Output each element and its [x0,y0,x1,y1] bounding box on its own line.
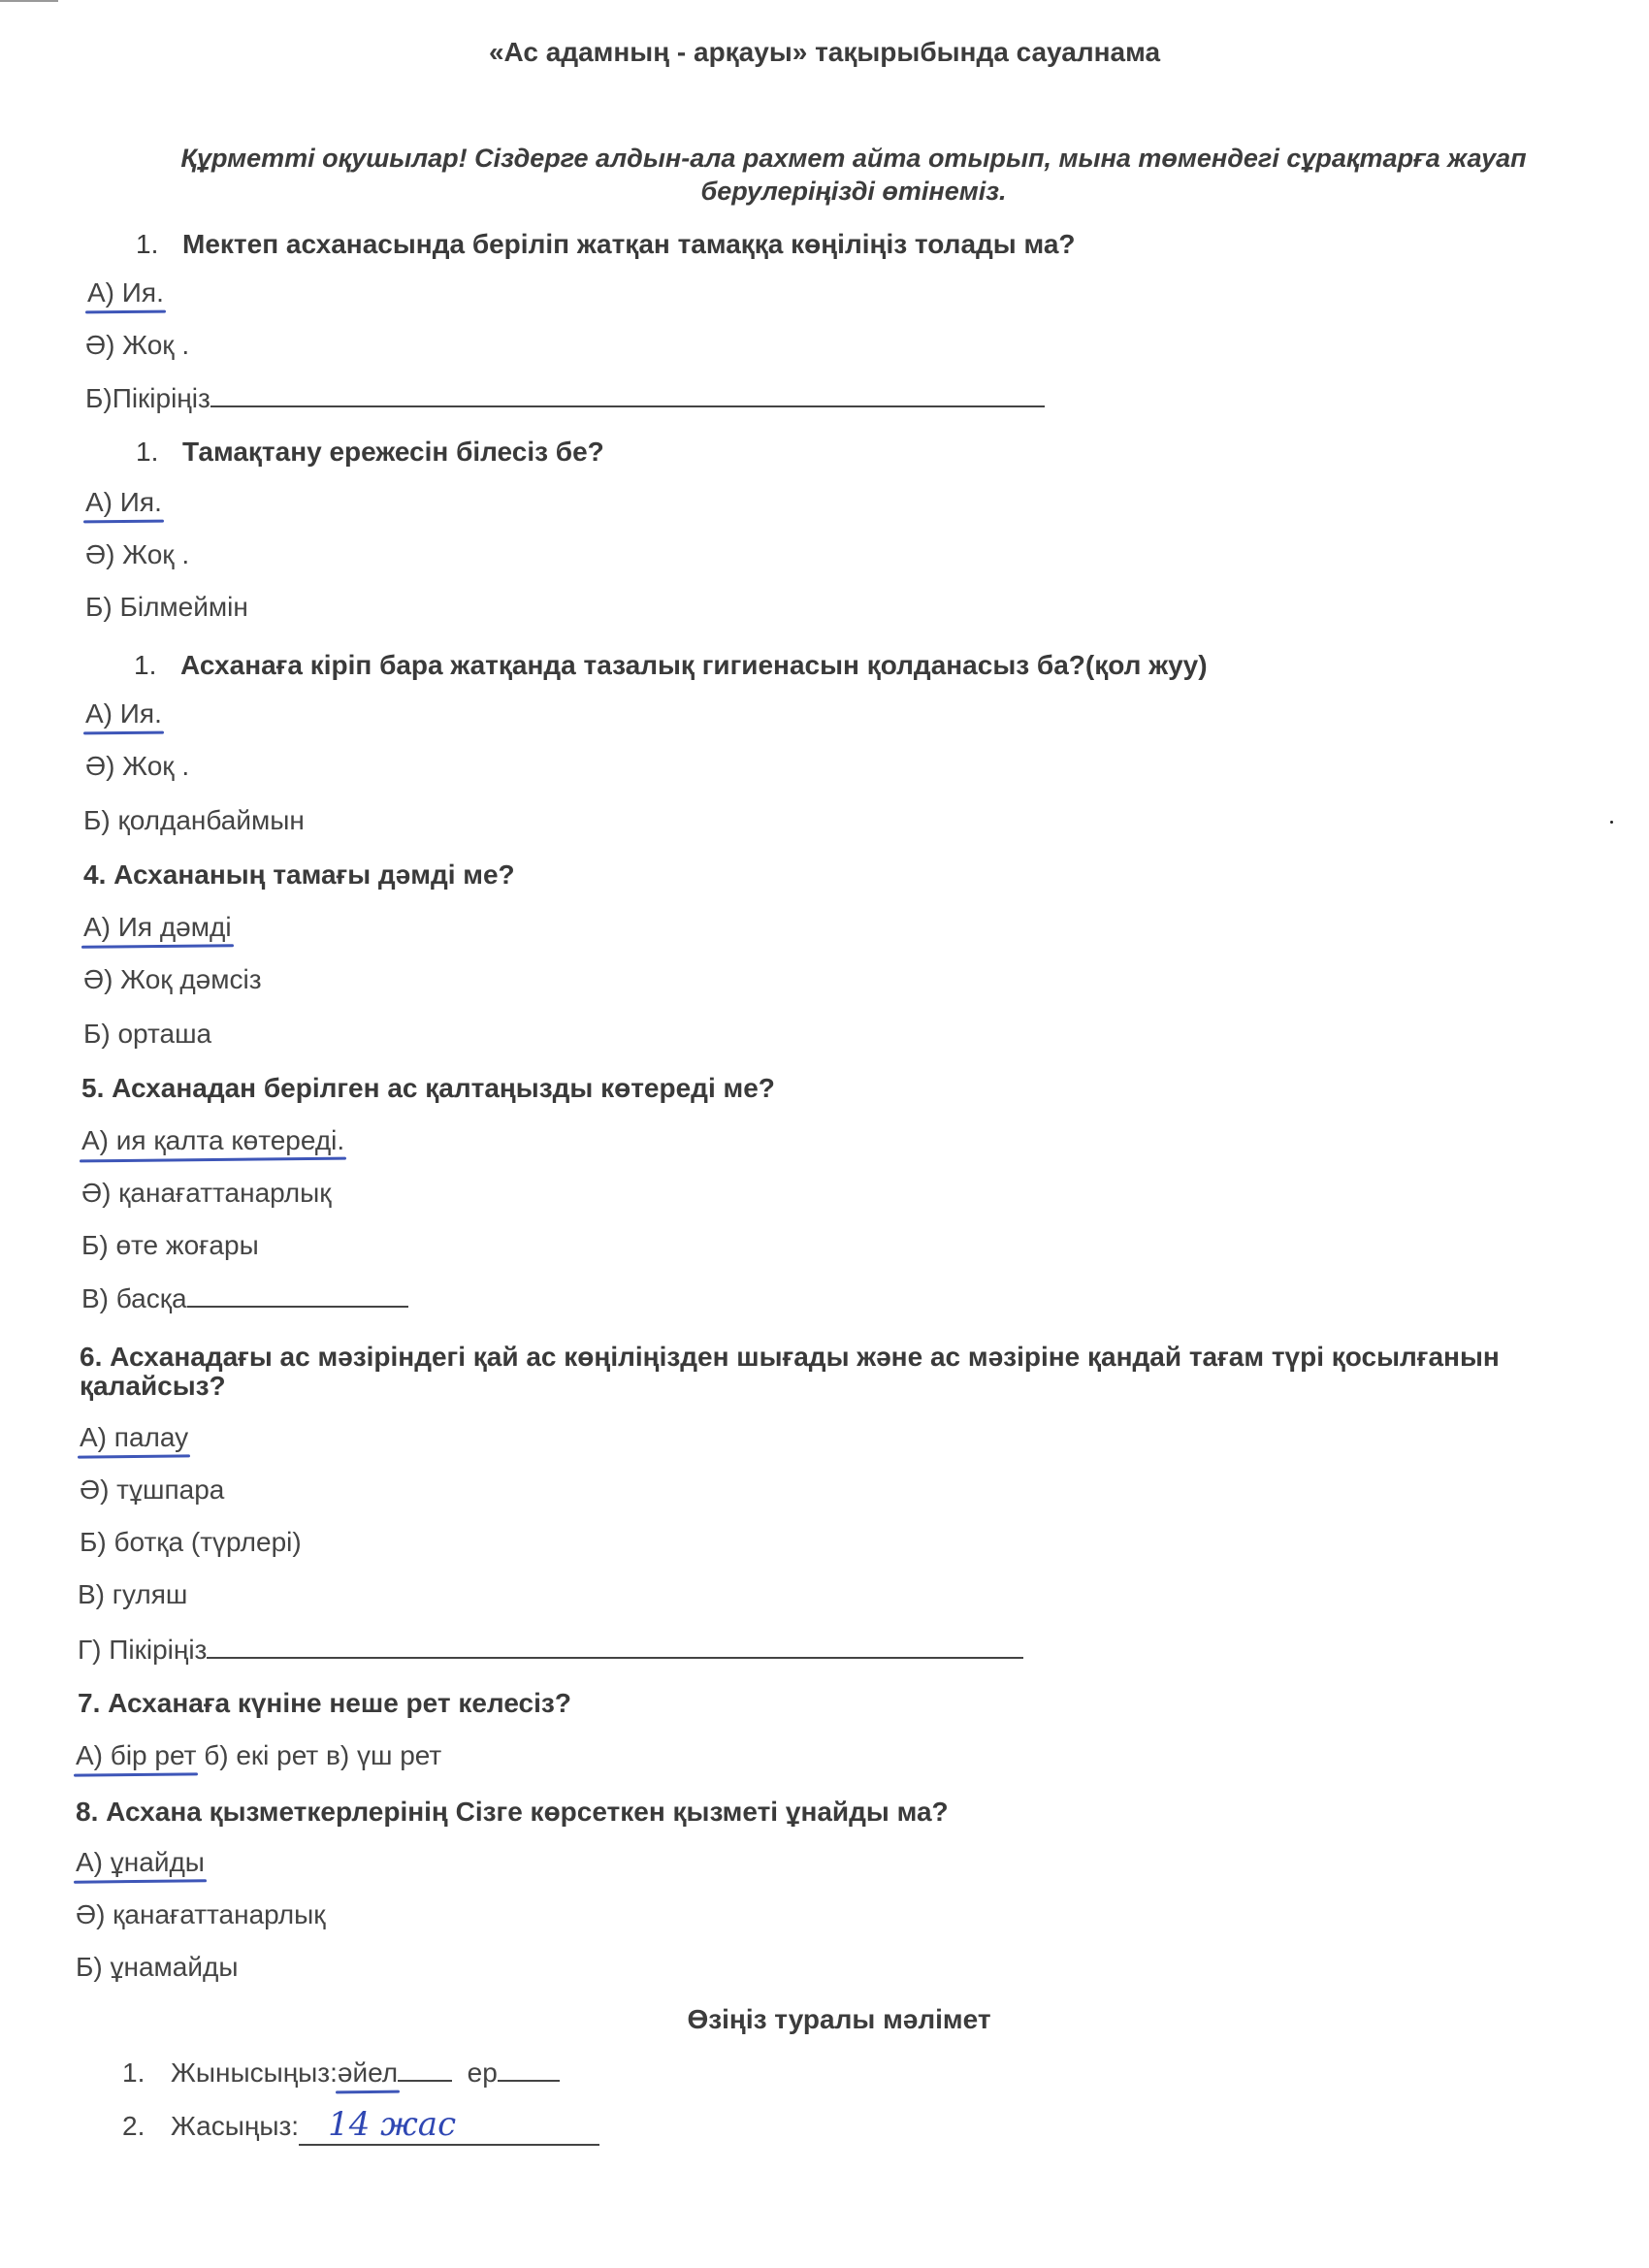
q7-options[interactable] [76,1740,441,1771]
option-label: Б) ұнамайды [76,1952,239,1982]
gender-female-option[interactable]: әйел [337,2057,399,2088]
q3-option-b[interactable] [85,751,189,782]
answer-line[interactable] [398,2057,452,2082]
q8-option-c[interactable] [76,1952,238,1983]
age-answer-line[interactable] [299,2105,599,2146]
question-text: Мектеп асханасында беріліп жатқан тамаққа көңіліңіз толады ма? [182,229,1076,259]
question-text: Асханаға кіріп бара жатқанда тазалық гигиенасын қолданасыз ба?(қол жуу) [180,650,1208,680]
q4-option-a[interactable] [83,912,232,943]
option-label: А) Ия. [85,698,162,729]
q2-option-c[interactable] [85,592,248,623]
q1-option-c[interactable] [85,382,1045,414]
q7-option-c[interactable]: в) үш рет [318,1740,442,1770]
age-label: Жасыңыз: [171,2111,300,2141]
q4-option-b[interactable] [83,964,262,995]
q2-option-a[interactable] [85,487,162,518]
question-1 [136,229,1076,260]
question-number: 1. [134,650,157,680]
q6-option-a[interactable] [80,1422,188,1453]
scan-edge-line [0,0,58,2]
option-label: А) Ия. [87,277,164,308]
question-4: 4. Асхананың тамағы дәмді ме? [83,859,515,890]
option-label: Б) қолданбаймын [83,805,305,835]
option-label: Ә) тұшпара [80,1474,225,1505]
option-label: А) Ия. [85,487,162,517]
question-8: 8. Асхана қызметкерлерінің Сізге көрсеткен қызметі ұнайды ма? [76,1797,949,1827]
age-handwritten-value: 14 жас [328,2105,457,2144]
survey-title: «Ас адамның - арқауы» тақырыбында сауалнама [488,37,1161,67]
option-label: Б)Пікіріңіз [85,383,210,413]
scan-speck [1610,821,1613,824]
question-7: 7. Асханаға күніне неше рет келесіз? [78,1688,571,1718]
q3-option-c[interactable] [83,805,305,836]
q6-option-d[interactable] [78,1579,187,1610]
age-field[interactable] [122,2105,599,2146]
option-label: Ә) Жоқ дәмсіз [83,964,262,994]
answer-line[interactable] [187,1282,408,1308]
q7-option-b[interactable]: б) екі рет [196,1740,319,1770]
question-number: 1. [136,229,159,259]
q1-option-a[interactable] [87,277,164,308]
option-label: А) ұнайды [76,1847,205,1877]
q6-option-c[interactable] [80,1527,302,1558]
q6-option-b[interactable] [80,1474,224,1506]
option-label: Б) ботқа (түрлері) [80,1527,302,1557]
q2-option-b[interactable] [85,539,189,570]
gender-male-option[interactable]: ер [467,2057,498,2088]
q5-option-c[interactable] [81,1230,259,1261]
gender-label: Жынысыңыз: [171,2057,338,2088]
option-label: Ә) қанағаттанарлық [76,1899,326,1929]
answer-line[interactable] [207,1634,1023,1659]
answer-line[interactable] [498,2057,560,2082]
gender-field[interactable] [122,2057,560,2089]
q8-option-b[interactable] [76,1899,325,1930]
option-label: В) басқа [81,1283,187,1313]
question-number: 1. [136,437,159,467]
q5-option-a[interactable] [81,1125,344,1156]
question-6: 6. Асханадағы ас мәзіріндегі қай ас көңіліңізден шығады және ас мәзіріне қандай тағам түрі қосылғанын қалайсыз? [80,1342,1500,1401]
option-label: Б) орташа [83,1019,212,1049]
option-label: Ә) Жоқ . [85,330,190,360]
option-label: В) гуляш [78,1579,188,1609]
option-label: Г) Пікіріңіз [78,1635,208,1665]
field-number: 2. [122,2111,146,2141]
option-label: А) ия қалта көтереді. [81,1125,345,1155]
q4-option-c[interactable] [83,1019,211,1050]
option-label: Ә) Жоқ . [85,539,190,569]
option-label: Б) Білмеймін [85,592,248,622]
q7-option-a[interactable]: А) бір рет [76,1740,197,1770]
option-label: Б) өте жоғары [81,1230,259,1260]
question-text: Тамақтану ережесін білесіз бе? [182,437,604,467]
question-2 [136,437,604,468]
q1-option-b[interactable] [85,330,189,361]
option-label: Ә) Жоқ . [85,751,190,781]
question-5: 5. Асханадан берілген ас қалтаңызды көтереді ме? [81,1073,775,1103]
q5-option-b[interactable] [81,1178,331,1209]
about-section-title: Өзіңіз туралы мәлімет [687,2004,991,2034]
field-number: 1. [122,2057,146,2088]
q8-option-a[interactable] [76,1847,205,1878]
survey-intro: Құрметті оқушылар! Сіздерге алдын-ала рахмет айта отырып, мына төмендегі сұрақтарға жауап берулеріңізді өтінеміз. [180,144,1527,206]
option-label: А) палау [80,1422,189,1452]
q6-option-e[interactable] [78,1634,1023,1666]
option-label: Ә) қанағаттанарлық [81,1178,332,1208]
option-label: А) Ия дәмді [83,912,232,942]
answer-line[interactable] [210,382,1045,407]
q5-option-d[interactable] [81,1282,408,1314]
q3-option-a[interactable] [85,698,162,729]
question-3 [134,650,1208,681]
